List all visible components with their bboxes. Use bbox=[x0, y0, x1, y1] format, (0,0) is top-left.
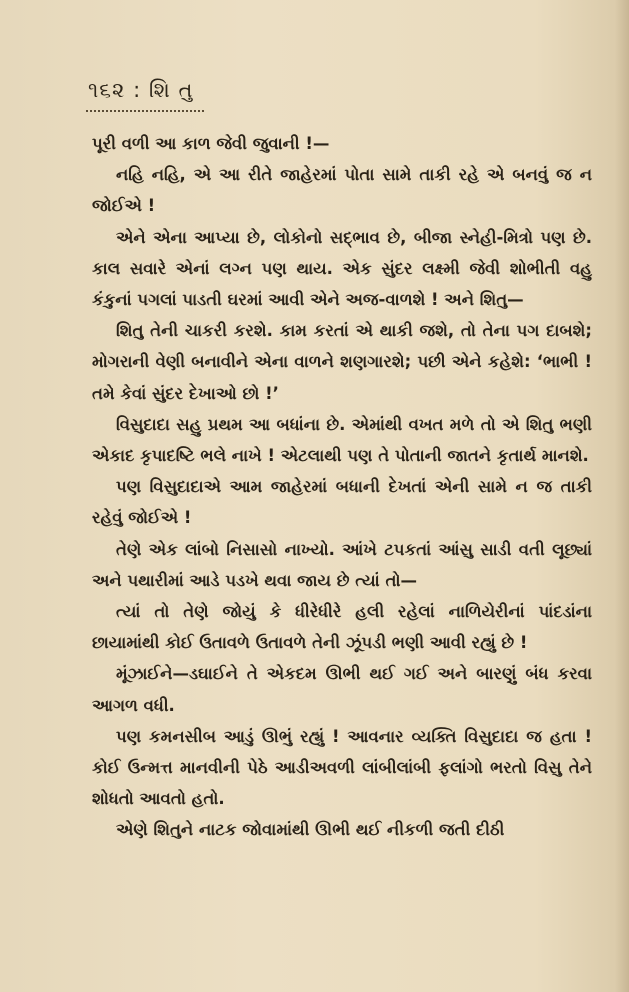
paragraph: વિસુદાદા સહુ પ્રથમ આ બધાંના છે. એમાંથી વખત મળે તો એ શિતુ ભણી એકાદ કૃપાદષ્ટિ ભલે નાખે ! એટલાથી પણ તે પોતાની જાતને કૃતાર્થ માનશે. bbox=[92, 414, 592, 466]
paragraph: એને એના આપ્યા છે, લોકોનો સદ્ભાવ છે, બીજા સ્નેહી-મિત્રો પણ છે. કાલ સવારે એનાં લગ્ન પણ થાય. એક સુંદર લક્ષ્મી જેવી શોભીતી વહુ કંકુનાં પગલાં પાડતી ઘરમાં આવી એને અજ-વાળશે ! અને શિતુ— bbox=[92, 227, 592, 310]
paragraph: તેણે એક લાંબો નિસાસો નાખ્યો. આંખે ટપકતાં આંસુ સાડી વતી લૂછ્યાં અને પથારીમાં આડે પડખે થવા જાય છે ત્યાં તો— bbox=[92, 539, 592, 590]
page-fold-shadow bbox=[615, 0, 629, 992]
page-header bbox=[88, 78, 193, 103]
page-number: ૧૬૨ bbox=[88, 78, 126, 102]
header-underline bbox=[86, 110, 204, 112]
paragraph: એણે શિતુને નાટક જોવામાંથી ઊભી થઈ નીકળી જતી દીઠી bbox=[116, 820, 505, 840]
paragraph: ત્યાં તો તેણે જોયું કે ધીરેધીરે હલી રહેલાં નાળિયેરીનાં પાંદડાંના છાયામાંથી કોઈ ઉતાવળે ઉતાવળે તેની ઝૂંપડી ભણી આવી રહ્યું છે ! bbox=[92, 602, 592, 653]
paragraph: પૂરી વળી આ કાળ જેવી જુવાની !— bbox=[92, 134, 330, 153]
paragraph: પણ કમનસીબ આડું ઊભું રહ્યું ! આવનાર વ્યક્તિ વિસુદાદા જ હતા ! કોઈ ઉન્મત્ત માનવીની પેઠે આડીઅવળી લાંબીલાંબી ફલાંગો ભરતો વિસુ તેને શોધતો આવતો હતો. bbox=[92, 726, 592, 809]
paragraph: મૂંઝાઈને—ડઘાઈને તે એકદમ ઊભી થઈ ગઈ અને બારણું બંધ કરવા આગળ વધી. bbox=[92, 664, 592, 715]
paragraph: પણ વિસુદાદાએ આમ જાહેરમાં બધાની દેખતાં એની સામે ન જ તાકી રહેવું જોઈએ ! bbox=[92, 477, 592, 528]
paragraph: શિતુ તેની ચાકરી કરશે. કામ કરતાં એ થાકી જશે, તો તેના પગ દાબશે; મોગરાની વેણી બનાવીને એના વાળને શણગારશે; પછી એને કહેશે: ‘ભાભી ! તમે કેવાં સુંદર દેખાઓ છો !’ bbox=[92, 321, 592, 403]
paragraph: નહિ નહિ, એ આ રીતે જાહેરમાં પોતા સામે તાકી રહે એ બનવું જ ન જોઈએ ! bbox=[92, 165, 592, 216]
header-separator: : bbox=[133, 78, 142, 102]
running-title: શિ તુ bbox=[148, 78, 194, 102]
body-text bbox=[92, 128, 592, 846]
